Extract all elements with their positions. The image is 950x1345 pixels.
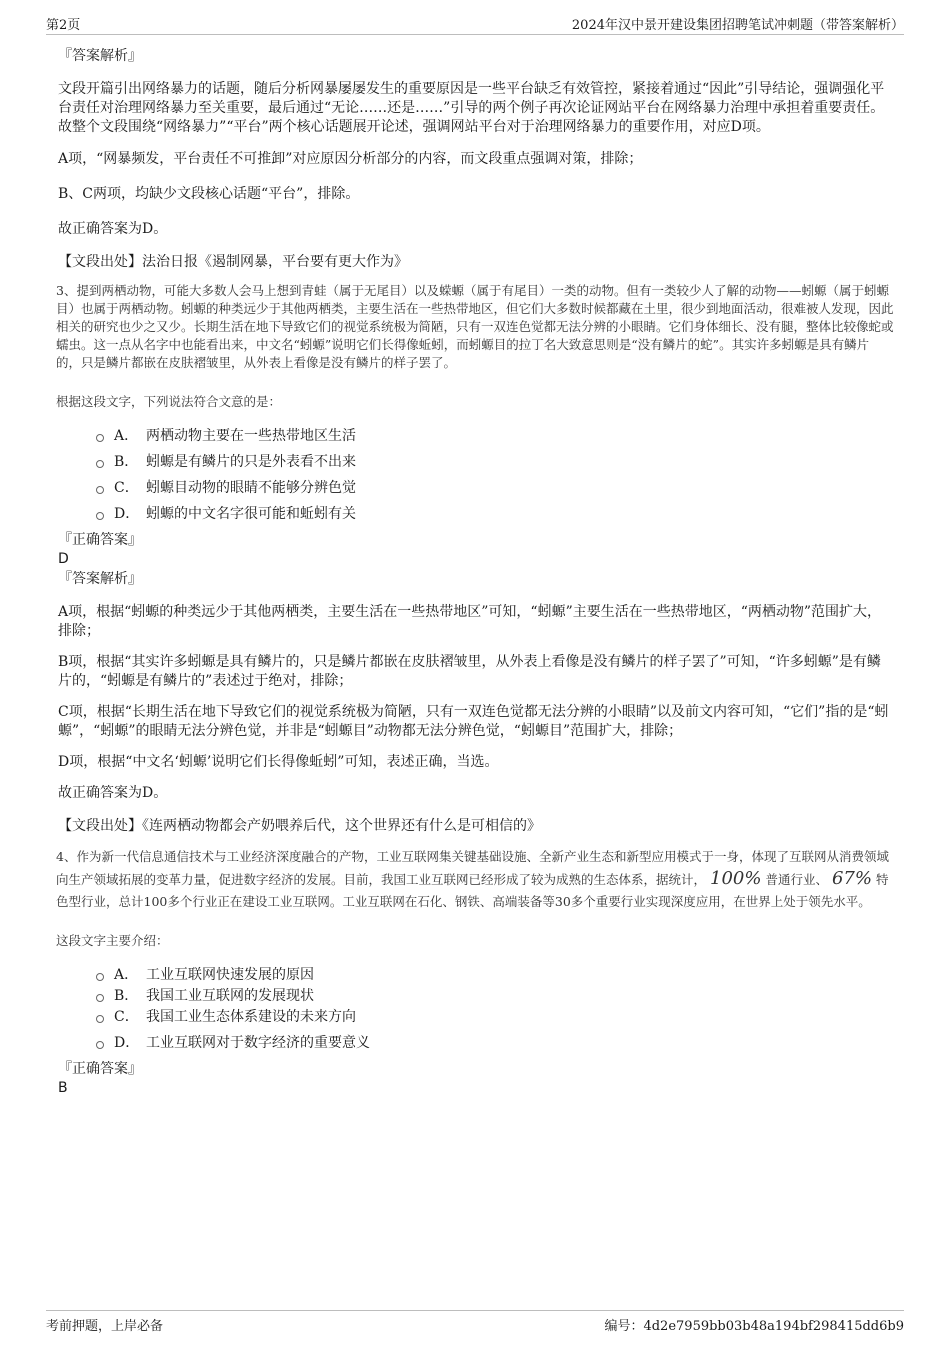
explain-option-b: B项，根据“其实许多蚓螈是具有鳞片的，只是鳞片都嵌在皮肤褶皱里，从外表上看像是没有鳞片的样子罢了”可知，“许多蚓螈”是有鳞片的，“蚓螈是有鳞片的”表述过于绝对，排除； (58, 654, 881, 689)
question-4-prompt: 这段文字主要介绍： (56, 933, 169, 948)
explain-option-a: A项，“网暴频发，平台责任不可推卸”对应原因分析部分的内容，而文段重点强调对策，排除； (58, 151, 643, 167)
explain-option-d: D项，根据“中文名‘蚓螈’说明它们长得像蚯蚓”可知，表述正确，当选。 (58, 754, 499, 770)
option-c[interactable]: C． 蚓螈目动物的眼睛不能够分辨色觉 (96, 474, 894, 500)
correct-answer: D (58, 551, 69, 567)
page-header (46, 14, 904, 35)
option-b[interactable]: B． 我国工业互联网的发展现状 (96, 987, 894, 1003)
page-footer (46, 1310, 904, 1334)
footer-slogan: 考前押题，上岸必备 (46, 1319, 164, 1334)
percent-67: 67% (831, 868, 872, 889)
correct-answer-label: 『正确答案』 (58, 1061, 142, 1077)
correct-answer: B (58, 1080, 68, 1096)
radio-icon[interactable] (96, 1041, 104, 1049)
question-3-options (96, 422, 894, 526)
document-id: 编号：4d2e7959bb03b48a194bf298415dd6b9 (604, 1319, 904, 1334)
page-number: 第2页 (46, 18, 81, 33)
explain-label: 『答案解析』 (58, 48, 142, 64)
radio-icon[interactable] (96, 460, 104, 468)
source-citation: 【文段出处】《连两栖动物都会产奶喂养后代，这个世界还有什么是可相信的》 (58, 818, 541, 834)
option-a[interactable]: A． 工业互联网快速发展的原因 (96, 961, 894, 987)
page-content (56, 44, 894, 1098)
option-d[interactable]: D． 蚓螈的中文名字很可能和蚯蚓有关 (96, 500, 894, 526)
radio-icon[interactable] (96, 486, 104, 494)
explain-option-bc: B、C两项，均缺少文段核心话题“平台”，排除。 (58, 186, 360, 202)
option-c[interactable]: C． 我国工业生态体系建设的未来方向 (96, 1003, 894, 1029)
question-3-text: 3、提到两栖动物，可能大多数人会马上想到青蛙（属于无尾目）以及蝾螈（属于有尾目）一类的动物。但有一类较少人了解的动物——蚓螈（属于蚓螈目）也属于两栖动物。蚓螈的种类远少于其他两栖类，主要生活在一些热带地区，但它们大多数时候都藏在土里，很少到地面活动，很难被人发现，因此相关的研究也少之又少。长期生活在地下导致它们的视觉系统极为简陋，只有一双连色觉都无法分辨的小眼睛。它们身体细长、没有腿，整体比较像蛇或蠕虫。这一点从名字中也能看出来，中文名“蚓螈”说明它们长得像蚯蚓，而蚓螈目的拉丁名大致意思则是“没有鳞片的蛇”。其实许多蚓螈是具有鳞片的，只是鳞片都嵌在皮肤褶皱里，从外表上看像是没有鳞片的样子罢了。 (56, 283, 894, 370)
question-4-options (96, 961, 894, 1055)
question-3-prompt: 根据这段文字，下列说法符合文意的是： (56, 394, 282, 409)
option-b[interactable]: B． 蚓螈是有鳞片的只是外表看不出来 (96, 448, 894, 474)
option-d[interactable]: D． 工业互联网对于数字经济的重要意义 (96, 1029, 894, 1055)
explain-label: 『答案解析』 (58, 571, 142, 587)
correct-answer-label: 『正确答案』 (58, 532, 142, 548)
explain-option-c: C项，根据“长期生活在地下导致它们的视觉系统极为简陋，只有一双连色觉都无法分辨的小眼睛”以及前文内容可知，“它们”指的是“蚓螈”，“蚓螈”的眼睛无法分辨色觉，并非是“蚓螈目”动物都无法分辨色觉，“蚓螈目”范围扩大，排除； (58, 704, 889, 739)
radio-icon[interactable] (96, 1015, 104, 1023)
option-a[interactable]: A． 两栖动物主要在一些热带地区生活 (96, 422, 894, 448)
explain-option-a: A项，根据“蚓螈的种类远少于其他两栖类，主要生活在一些热带地区”可知，“蚓螈”主要生活在一些热带地区，“两栖动物”范围扩大，排除； (58, 604, 882, 639)
explain-paragraph: 文段开篇引出网络暴力的话题，随后分析网暴屡屡发生的重要原因是一些平台缺乏有效管控，紧接着通过“因此”引导结论，强调强化平台责任对治理网络暴力至关重要，最后通过“无论……还是……”引导的两个例子再次论证网站平台在网络暴力治理中承担着重要责任。故整个文段围绕“网络暴力”“平台”两个核心话题展开论述，强调网站平台对于治理网络暴力的重要作用，对应D项。 (58, 81, 885, 135)
percent-100: 100% (710, 868, 762, 889)
radio-icon[interactable] (96, 434, 104, 442)
answer-conclusion: 故正确答案为D。 (58, 785, 168, 801)
answer-conclusion: 故正确答案为D。 (58, 221, 168, 237)
radio-icon[interactable] (96, 512, 104, 520)
radio-icon[interactable] (96, 973, 104, 981)
document-title: 2024年汉中景开建设集团招聘笔试冲刺题（带答案解析） (571, 18, 904, 33)
source-citation: 【文段出处】法治日报《遏制网暴，平台要有更大作为》 (58, 254, 408, 270)
radio-icon[interactable] (96, 994, 104, 1002)
question-4-text: 4、作为新一代信息通信技术与工业经济深度融合的产物，工业互联网集关键基础设施、全新产业生态和新型应用模式于一身，体现了互联网从消费领域向生产领域拓展的变革力量，促进数字经济的发展。目前，我国工业互联网已经形成了较为成熟的生态体系，据统计， 100% 普通行业、 67% 特色型行业，总计100多个行业正在建设工业互联网。工业互联网在石化、钢铁、高端装备等30多个重要行业实现深度应用，在世界上处于领先水平。 (56, 849, 889, 909)
